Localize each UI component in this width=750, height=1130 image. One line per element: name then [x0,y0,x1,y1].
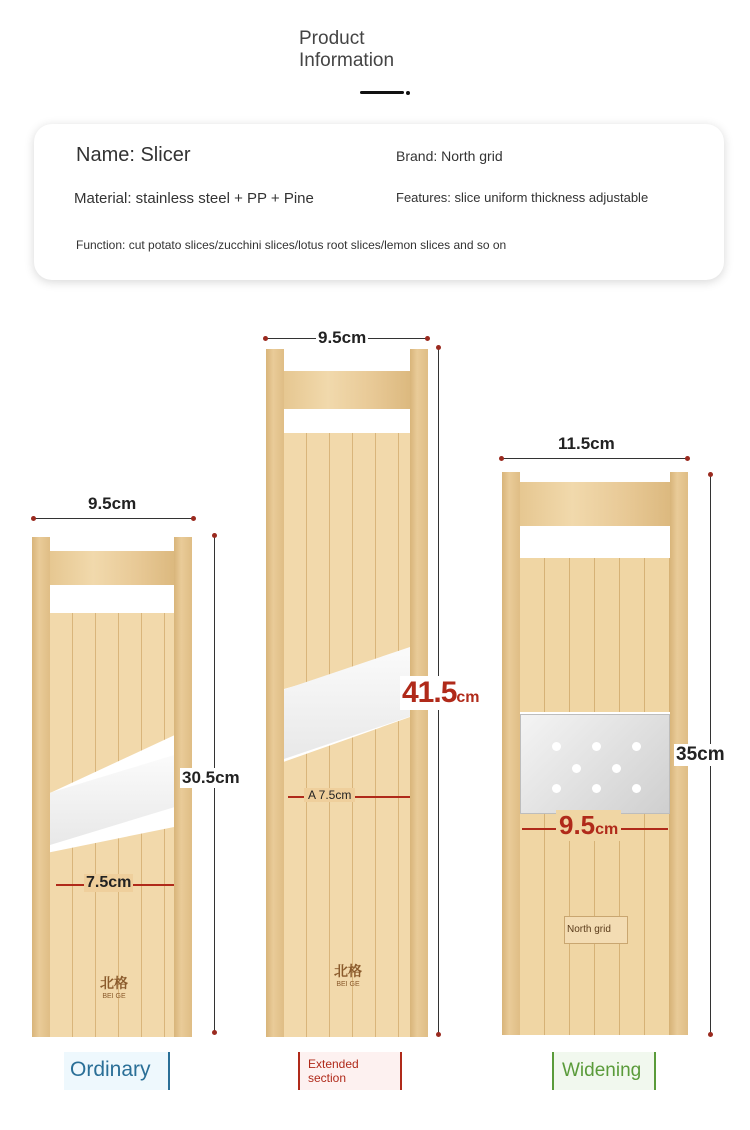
widening-height-dot-bottom [708,1032,713,1037]
ordinary-height-label: 30.5cm [182,768,240,787]
extended-logo-text: BEI GE [336,981,360,988]
widening-width-dot-right [685,456,690,461]
widening-width-label: 11.5cm [558,434,615,453]
ordinary-width-dot-right [191,516,196,521]
widening-top-bar [520,482,670,526]
extended-width-dot-right [425,336,430,341]
steel-hole [592,784,601,793]
widening-height-dot-top [708,472,713,477]
product-brand: Brand: North grid [396,148,503,164]
extended-blade-label: A 7.5cm [304,788,355,802]
extended-upper-board [284,433,410,689]
widening-upper-board [520,558,670,712]
extended-lower-board [284,717,410,1037]
widening-slicer [502,472,688,1035]
title-underline [360,91,404,94]
widening-left-rail [502,472,520,1035]
steel-hole [552,742,561,751]
caption-ordinary [64,1052,170,1090]
extended-logo-glyph: 北格 [334,963,362,979]
section-title [299,28,394,72]
caption-ordinary-text: Ordinary [70,1058,151,1081]
title-underline-dot [406,91,410,95]
extended-height-dot-top [436,345,441,350]
steel-hole [572,764,581,773]
extended-height-label [400,676,482,710]
extended-top-bar [284,371,410,409]
ordinary-width-line [34,518,194,519]
ordinary-blade-label: 7.5cm [86,874,132,891]
ordinary-width-dot-left [31,516,36,521]
steel-hole [592,742,601,751]
steel-hole [612,764,621,773]
ordinary-left-rail [32,537,50,1037]
caption-extended [298,1052,402,1090]
caption-extended-text: Extended section [308,1057,359,1085]
ordinary-slicer [32,537,192,1037]
ordinary-height-dot-top [212,533,217,538]
caption-widening-text: Widening [562,1060,642,1081]
product-material: Material: stainless steel + PP + Pine [74,190,314,207]
ordinary-lower-board [50,827,174,1037]
title-line-2: Information [299,50,395,71]
extended-logo [324,961,372,988]
widening-steel-plate [520,714,670,814]
caption-widening [552,1052,656,1090]
steel-hole [552,784,561,793]
extended-width-label: 9.5cm [318,328,367,347]
steel-hole [632,784,641,793]
widening-width-dot-left [499,456,504,461]
ordinary-logo-glyph: 北格 [100,975,128,991]
widening-blade-number: 9.5 [559,810,596,840]
ordinary-top-bar [50,551,174,585]
title-line-1: Product [299,28,365,49]
steel-hole [632,742,641,751]
widening-blade-unit: cm [595,821,619,838]
ordinary-logo [90,973,138,1000]
ordinary-height-dot-bottom [212,1030,217,1035]
widening-height-label: 35cm [676,744,725,765]
ordinary-width-label: 9.5cm [88,494,137,513]
extended-height-dot-bottom [436,1032,441,1037]
widening-brand-text: North grid [567,924,611,935]
product-features: Features: slice uniform thickness adjustable [396,190,649,205]
extended-height-number: 41.5 [402,676,457,709]
product-function: Function: cut potato slices/zucchini slices/lotus root slices/lemon slices and so on [76,238,507,252]
extended-left-rail [266,349,284,1037]
extended-width-dot-left [263,336,268,341]
ordinary-logo-text: BEI GE [102,993,126,1000]
product-name: Name: Slicer [76,144,191,166]
widening-blade-label [556,810,621,841]
widening-width-line [502,458,688,459]
extended-height-unit: cm [456,689,480,706]
